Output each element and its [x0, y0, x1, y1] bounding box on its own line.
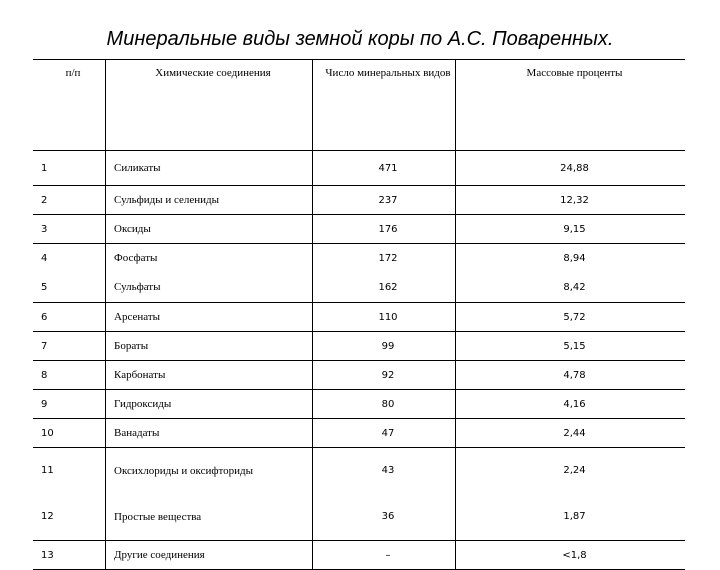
- table-row-merged: [33, 448, 685, 541]
- header-compounds: Химические соединения: [106, 60, 313, 151]
- header-species-count: Число минеральных видов: [313, 60, 456, 151]
- header-mass-percent: Массовые проценты: [456, 60, 686, 151]
- page-title: Минеральные виды земной коры по А.С. Поваренных.: [106, 28, 614, 50]
- row-count: 172: [378, 253, 398, 264]
- row-num: 2: [33, 186, 106, 215]
- row-compound-pair: [106, 244, 313, 303]
- row-count: 471: [313, 151, 456, 186]
- row-mass: 1,87: [563, 511, 586, 522]
- row-num: 3: [33, 215, 106, 244]
- row-num: 1: [33, 151, 106, 186]
- row-num: 4: [41, 253, 48, 264]
- row-compound: Арсенаты: [106, 303, 313, 332]
- row-num-pair: [33, 244, 106, 303]
- row-compound: Гидроксиды: [106, 390, 313, 419]
- row-mass: 5,15: [456, 332, 686, 361]
- row-count: 80: [313, 390, 456, 419]
- row-count: 92: [313, 361, 456, 390]
- row-num: 6: [33, 303, 106, 332]
- row-mass: 2,24: [563, 465, 586, 476]
- row-count-pair: [313, 244, 456, 303]
- row-compound: Другие соединения: [106, 541, 313, 570]
- row-num: 7: [33, 332, 106, 361]
- row-mass-pair: [456, 448, 686, 541]
- row-compound-pair: [106, 448, 313, 541]
- row-mass: 5,72: [456, 303, 686, 332]
- row-mass: 24,88: [456, 151, 686, 186]
- row-compound: Сульфиды и селениды: [106, 186, 313, 215]
- row-compound: Карбонаты: [106, 361, 313, 390]
- row-count: 237: [313, 186, 456, 215]
- row-num: 9: [33, 390, 106, 419]
- row-compound: Силикаты: [106, 151, 313, 186]
- row-count: 47: [313, 419, 456, 448]
- row-mass-pair: [456, 244, 686, 303]
- row-compound: Оксихлориды и оксифториды: [114, 465, 254, 477]
- row-num: 13: [33, 541, 106, 570]
- table-row: [33, 332, 685, 361]
- row-mass: 4,78: [456, 361, 686, 390]
- row-mass: 9,15: [456, 215, 686, 244]
- minerals-table: [33, 59, 685, 570]
- row-count: 176: [313, 215, 456, 244]
- table-row-merged: [33, 244, 685, 303]
- table-row: [33, 390, 685, 419]
- table-row: [33, 541, 685, 570]
- row-num: 11: [41, 465, 54, 476]
- row-count: –: [313, 541, 456, 570]
- row-mass: 8,94: [563, 253, 586, 264]
- row-compound: Простые вещества: [114, 511, 202, 523]
- row-compound: Оксиды: [106, 215, 313, 244]
- row-count: 36: [381, 511, 395, 522]
- row-mass: 2,44: [456, 419, 686, 448]
- row-mass: 4,16: [456, 390, 686, 419]
- row-compound: Ванадаты: [106, 419, 313, 448]
- table-row: [33, 419, 685, 448]
- table-row: [33, 303, 685, 332]
- row-count: 162: [378, 282, 398, 293]
- row-mass: 8,42: [563, 282, 586, 293]
- table-row: [33, 215, 685, 244]
- row-num: 8: [33, 361, 106, 390]
- row-compound: Бораты: [106, 332, 313, 361]
- table-row: [33, 361, 685, 390]
- header-num: п/п: [33, 60, 106, 151]
- row-mass: 12,32: [456, 186, 686, 215]
- row-count-pair: [313, 448, 456, 541]
- row-num: 12: [41, 511, 54, 522]
- row-num-pair: [33, 448, 106, 541]
- table-row: [33, 186, 685, 215]
- table-header-row: [33, 60, 685, 151]
- row-count: 99: [313, 332, 456, 361]
- row-compound: Сульфаты: [114, 281, 161, 293]
- row-count: 110: [313, 303, 456, 332]
- row-mass: <1,8: [456, 541, 686, 570]
- row-num: 5: [41, 282, 48, 293]
- table-row: [33, 151, 685, 186]
- row-count: 43: [381, 465, 395, 476]
- row-compound: Фосфаты: [114, 252, 158, 264]
- row-num: 10: [33, 419, 106, 448]
